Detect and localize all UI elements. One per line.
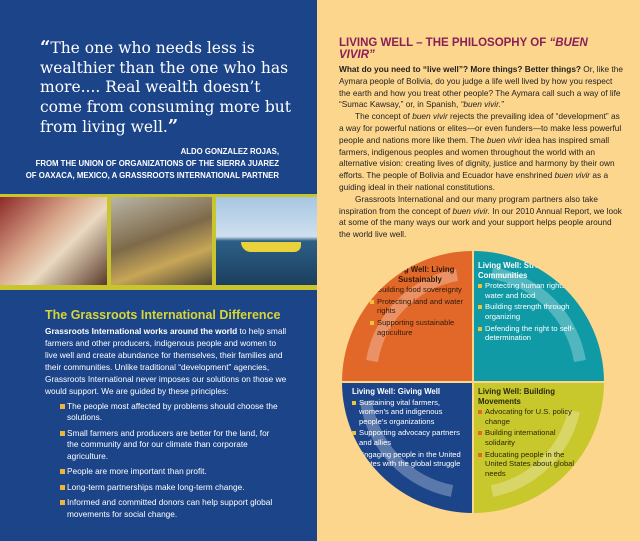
divider <box>342 381 604 383</box>
list-item: Informed and committed donors can help support global movements for social change. <box>60 497 280 520</box>
quadrant-text: Living Well: Strengthening Communities Protecting human rights to land, water and food Building strength through organizing Defending the right to self-determination <box>478 261 596 345</box>
difference-intro: Grassroots International works around the world to help small farmers and other producers, indigenous people and women to live well and create abundance for themselves, their families and their communities. Unlike traditional “development” agencies, Grassroots International never imposes our solutions on those we would support. We are guided by these principles: <box>45 325 287 396</box>
photo-strip <box>0 194 317 290</box>
paragraph: The concept of buen vivir rejects the prevailing idea of “development” as a way for powerful nations or elites—or even funders—to make less powerful people and nations more like them. The buen vivir idea has inspired small farmers, indigenous peoples and women throughout the world with an alternative vision: creating lives of dignity, justice and harmony by their own efforts. The people of Bolivia and Ecuador have enshrined buen vivir as a guiding ideal in their national constitutions. <box>339 111 622 192</box>
quote-attribution: ALDO GONZALEZ ROJAS, FROM THE UNION OF ORGANIZATIONS OF THE SIERRA JUAREZ OF OAXACA, MEXICO, A GRASSROOTS INTERNATIONAL PARTNER <box>25 146 279 180</box>
living-well-body <box>339 64 623 241</box>
quadrant-text: Living Well: Giving Well Sustaining vital farmers, women’s and indigenous people’s organizations Supporting advocacy partners and allies Engaging people in the United States with the global struggle <box>352 387 470 471</box>
living-well-title: LIVING WELL – THE PHILOSOPHY OF “BUEN VIVIR” <box>339 37 588 61</box>
paragraph: What do you need to “live well”? More things? Better things? Or, like the Aymara people of Bolivia, do you judge a life well lived by how you respect the earth and how you treat other people? The Aymara call such a way of life “Sumac Kawsay,” or, in Spanish, “buen vivir.” <box>339 64 623 110</box>
photo-fishing-boat <box>216 197 317 285</box>
boat <box>241 242 301 252</box>
left-panel <box>0 0 317 541</box>
paragraph: Grassroots International and our many program partners also take inspiration from the concept of buen vivir. In our 2010 Annual Report, we look at some of the many ways our work and your support helps people around the world live well. <box>339 193 622 240</box>
right-panel <box>339 37 623 513</box>
list-item: Long-term partnerships make long-term change. <box>60 482 280 494</box>
pull-quote: “The one who needs less is wealthier than the one who has more.... Real wealth doesn’t come from consuming more but from living well.” <box>40 37 292 137</box>
quadrant-text: Living Well: Building Movements Advocating for U.S. policy change Building international solidarity Educating people in the United States about global needs <box>478 387 586 480</box>
photo-workers <box>111 197 212 285</box>
quadrant-text: Living Well: Living Sustainably Building food sovereignty Protecting land and water rights Supporting sustainable agriculture <box>370 265 470 339</box>
list-item: The people most affected by problems should choose the solutions. <box>60 401 280 424</box>
difference-title: The Grassroots International Difference <box>45 307 281 322</box>
photo-children <box>0 197 107 285</box>
living-well-wheel <box>342 251 604 513</box>
principles-list <box>60 401 280 525</box>
list-item: People are more important than profit. <box>60 466 280 478</box>
list-item: Small farmers and producers are better for the land, for the community and for our climate than corporate agriculture. <box>60 428 280 463</box>
